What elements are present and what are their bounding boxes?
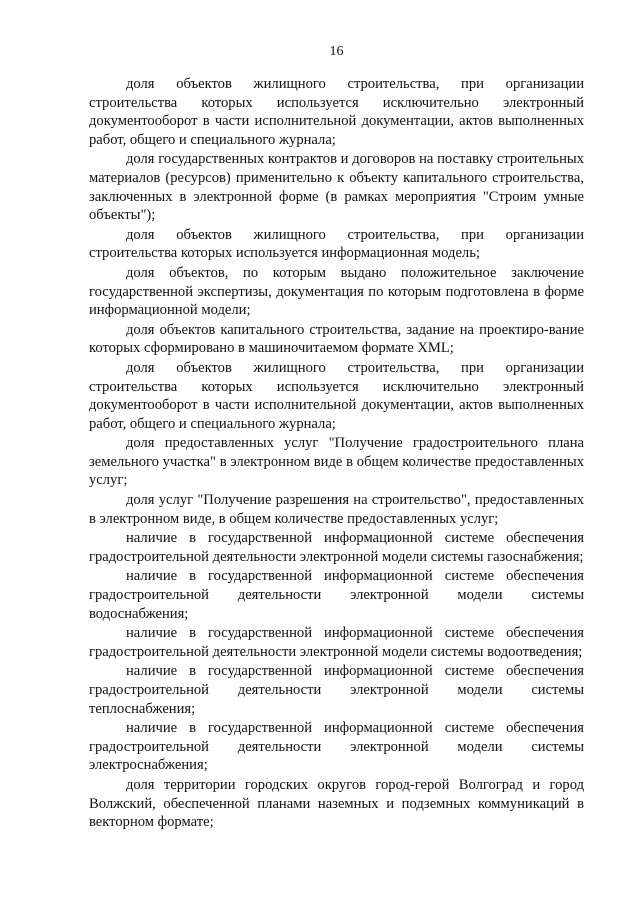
paragraph-4: доля объектов, по которым выдано положительное заключение государственной экспертизы, документация по которым подготовлена в форме информационной модели; [89,264,584,319]
paragraph-3: доля объектов жилищного строительства, при организации строительства которых используется информационная модель; [89,226,584,262]
paragraph-9: наличие в государственной информационной системе обеспечения градостроительной деятельности электронной модели системы газоснабжения; [89,530,584,565]
paragraph-7: доля предоставленных услуг "Получение градостроительного плана земельного участка" в электронном виде в общем количестве предоставленных услуг; [89,435,584,489]
paragraph-5: доля объектов капитального строительства, задание на проектиро-вание которых сформировано в машиночитаемом формате XML; [89,321,584,357]
paragraph-10: наличие в государственной информационной системе обеспечения градостроительной деятельности электронной модели системы водоснабжения; [89,568,584,622]
paragraph-6: доля объектов жилищного строительства, при организации строительства которых используется исключительно электронный документооборот в части исполнительной документации, актов выполненных работ, общего и специального журнала; [89,359,584,432]
page-number: 16 [329,44,344,59]
body-text [89,75,584,832]
paragraph-13: наличие в государственной информационной системе обеспечения градостроительной деятельности электронной модели системы электроснабжения; [89,720,584,774]
paragraph-12: наличие в государственной информационной системе обеспечения градостроительной деятельности электронной модели системы теплоснабжения; [89,663,584,717]
paragraph-14: доля территории городских округов город-герой Волгоград и город Волжский, обеспеченной планами наземных и подземных коммуникаций в векторном формате; [89,776,584,831]
paragraph-1: доля объектов жилищного строительства, при организации строительства которых используется исключительно электронный документооборот в части исполнительной документации, актов выполненных работ, общего и специального журнала; [89,76,584,148]
paragraph-8: доля услуг "Получение разрешения на строительство", предоставленных в электронном виде, в общем количестве предоставленных услуг; [89,492,584,527]
paragraph-2: доля государственных контрактов и договоров на поставку строительных материалов (ресурсов) применительно к объекту капитального строительства, заключенных в электронной форме (в рамках мероприятия "Строим умные объекты"); [89,151,584,224]
paragraph-11: наличие в государственной информационной системе обеспечения градостроительной деятельности электронной модели системы водоотведения; [89,625,584,660]
